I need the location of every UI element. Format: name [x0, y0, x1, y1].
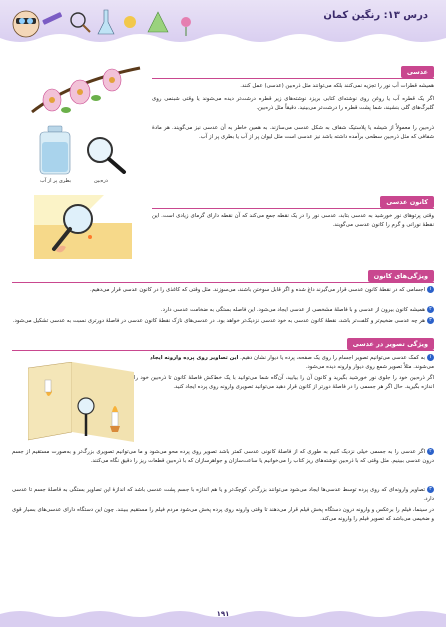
section-underline [12, 350, 434, 351]
section-title-focus: کانون عدسی [380, 196, 434, 208]
lens-paragraph-1: همیشه قطرات آب نور را تجزیه نمی‌کنند بلکه می‌توانند مثل ذره‌بین (عدسی) عمل کنند. [240, 83, 434, 89]
image-item-1-paragraph: اگر ذره‌بین خود را جلوی نور خورشید بگیرید و کانون آن را بیابید، آن‌گاه شما می‌توانید با یک خط‌کش فاصلهٔ کانون تا ذره‌بین خود را اندازه بگیرید. حال اگر هر جسمی را در فاصلهٔ دورتر از کانون قرار دهید می‌توانید تصویری وارونه روی پرده ایجاد کنید. [134, 375, 434, 390]
caption-magnifier: ذره‌بین [94, 178, 108, 184]
focus-paragraph-1: وقتی پرتوهای نور خورشید به عدسی بتابد، عدسی نور را در یک نقطه جمع می‌کند که آن نقطه دارای گرمای زیادی است. این نقطهٔ نورانی و گرم را کانون عدسی می‌گویند. [152, 213, 434, 228]
header-wave-decoration [0, 34, 446, 46]
image-item-2: ۲اگر عدسی را به جسمی خیلی نزدیک کنیم به طوری که از فاصلهٔ کانونی عدسی کمتر باشد تصویر روی پرده محو می‌شود و ما می‌توانیم تصویری بزرگ‌تر و به‌صورت مستقیم از جسم درون عدسی ببینیم. مثل وقتی که با ذره‌بین نوشته‌های ریز کتاب را می‌خوانیم یا ساعت‌سازان و جواهرسازان که با ذره‌بین قطعات ریز را دقیق نگاه می‌کنند. [12, 448, 434, 464]
lens-paragraph-3: ذره‌بین را معمولاً از شیشه یا پلاستیک شفاف به شکل عدسی می‌سازند. به همین خاطر به آن عدسی نیز می‌گویند. هر مادهٔ شفافی که مثل ذره‌بین سطحی برآمده داشته باشد نیز عدسی است مثل لیوان پر از آب یا بطری پر از آب. [152, 125, 434, 140]
image-item-3: ۳تصاویر وارونه‌ای که روی پرده توسط عدسی‌ها ایجاد می‌شود می‌توانند بزرگ‌تر، کوچک‌تر و یا هم اندازه با جسم پشت عدسی باشد که اندازهٔ این تصاویر بستگی به فاصلهٔ جسم تا عدسی دارد. [12, 486, 434, 502]
sun-focus-illustration [34, 195, 132, 259]
section-title-image: ویژگی تصویر در عدسی [347, 338, 434, 350]
lesson-title: درس ۱۳: رنگین کمان [323, 10, 428, 21]
features-item-2: ۲همیشه کانون بیرون از عدسی و با فاصلهٔ مشخصی از عدسی ایجاد می‌شود. این فاصله بستگی به ضخامت عدسی دارد. [12, 306, 434, 315]
magnifier-icon [84, 134, 128, 174]
dew-drops-on-branch-illustration [30, 62, 142, 122]
section-underline [152, 208, 434, 209]
features-item-3: ۳هر چه عدسی ضخیم‌تر و کلفت‌تر باشد، نقطهٔ کانون عدسی به خود عدسی نزدیک‌تر خواهد بود. در عدسی‌های نازک نقطهٔ کانون عدسی در فاصلهٔ دورتری نسبت به عدسی تشکیل می‌شود. [12, 317, 434, 335]
page-header [0, 0, 446, 44]
number-badge: ۲ [427, 448, 434, 455]
image-closing-paragraph: در سینما، فیلم را برعکس و وارونه درون دستگاه پخش فیلم قرار می‌دهند تا وقتی وارونه روی پرده پخش می‌شود مردم فیلم را مستقیم ببینند. چون این دستگاه دارای عدسی‌های بسیار قوی و ضخیمی می‌باشد که تصویر فیلم را وارونه می‌کند. [12, 507, 434, 522]
page-content [12, 50, 434, 610]
number-badge: ۱ [427, 286, 434, 293]
section-title-lens: عدسی [401, 66, 434, 78]
page-number: ۱۹۱ [216, 610, 230, 618]
section-title-features: ویژگی‌های کانون [368, 270, 434, 282]
caption-water-bottle: بطری پر از آب [40, 178, 71, 184]
section-underline [152, 78, 434, 79]
lens-paragraph-2: اگر یک قطره آب یا روغن روی نوشته‌ای کتابی بریزد نوشته‌های زیر قطره درشت‌تر دیده می‌شوند یا وقتی شبنمی روی گلبرگ‌های گلی بنشیند، شما پشت قطره را درشت‌تر می‌بینید. دقیقاً مثل ذره‌بین. [152, 96, 434, 111]
number-badge: ۳ [427, 317, 434, 324]
features-item-1: ۱اجسامی که در نقطهٔ کانون عدسی قرار می‌گیرند داغ شده و اگر قابل سوختن باشند، می‌سوزند. مثل وقتی که کاغذی را در کانون عدسی قرار می‌دهیم. [12, 286, 434, 304]
section-underline [12, 282, 434, 283]
water-bottle-icon [36, 124, 74, 176]
image-item-1-line-1: ۱به کمک عدسی می‌توانیم تصویر اجسام را روی یک صفحه، پرده یا دیوار نشان دهیم. این تصاویر روی پرده وارونه ایجاد [12, 354, 434, 363]
image-item-1-line-2: می‌شوند. مثلاً تصویر شمع روی دیوار وارونه دیده می‌شود. [305, 364, 434, 370]
number-badge: ۱ [427, 354, 434, 361]
candle-image-on-wall-illustration [28, 362, 134, 442]
number-badge: ۳ [427, 486, 434, 493]
number-badge: ۲ [427, 306, 434, 313]
